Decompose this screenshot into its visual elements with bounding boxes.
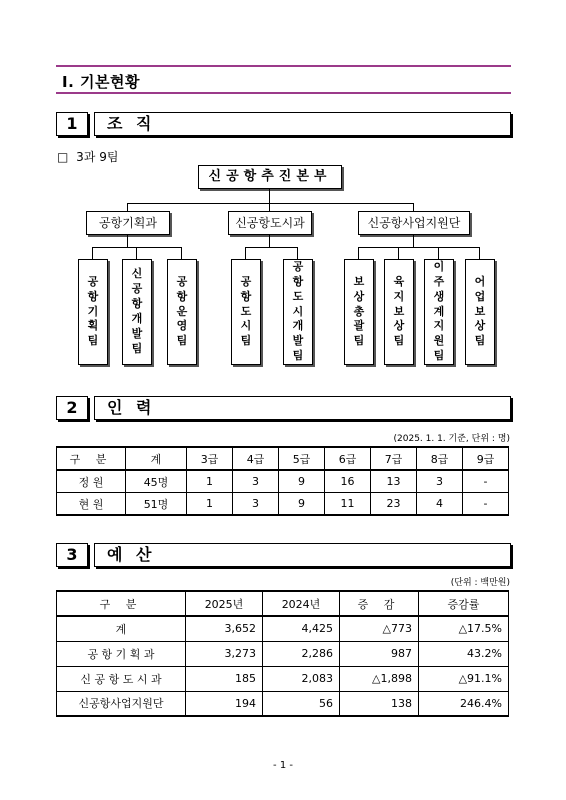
table-header-cell: 8급 [417, 447, 463, 470]
org-connector [413, 235, 414, 247]
table-cell: 13 [371, 470, 417, 493]
org-connector [136, 247, 137, 259]
org-dept-label: 신공항도시과 [235, 216, 305, 230]
page-number: - 1 - [273, 760, 293, 771]
org-team-label: 육 지 보 상 팀 [393, 274, 405, 348]
table-cell: 1 [187, 470, 233, 493]
org-connector [245, 247, 246, 259]
table-row [57, 616, 509, 641]
table-cell: 9 [279, 470, 325, 493]
org-connector [413, 203, 414, 211]
table-row [57, 641, 509, 666]
org-dept-label: 신공항사업지원단 [367, 216, 461, 230]
org-dept-planning [86, 211, 170, 235]
staff-table [56, 446, 509, 516]
table-header-cell: 7급 [371, 447, 417, 470]
table-cell: 9 [279, 493, 325, 516]
table-header-cell: 구 분 [57, 591, 186, 616]
org-connector [358, 247, 359, 259]
budget-table [56, 590, 509, 717]
table-row [57, 691, 509, 716]
table-cell: 194 [186, 691, 263, 716]
table-cell: 신 공 항 도 시 과 [57, 666, 186, 691]
table-cell: 246.4% [419, 691, 509, 716]
table-cell: 185 [186, 666, 263, 691]
table-header-cell: 증감률 [419, 591, 509, 616]
table-cell: 987 [340, 641, 419, 666]
table-cell: 43.2% [419, 641, 509, 666]
table-cell: 3,273 [186, 641, 263, 666]
org-dept-city [228, 211, 312, 235]
table-cell: 23 [371, 493, 417, 516]
org-team-label: 신 공 항 개 발 팀 [131, 267, 143, 355]
table-cell: 45명 [126, 470, 187, 493]
chapter-bottom-rule [56, 92, 511, 94]
org-team-box [167, 259, 197, 365]
table-header-cell: 증 감 [340, 591, 419, 616]
table-header-cell: 9급 [463, 447, 509, 470]
table-row [57, 493, 509, 516]
org-team-box [231, 259, 261, 365]
org-team-label: 보 상 총 괄 팀 [353, 274, 365, 348]
table-cell: 51명 [126, 493, 187, 516]
org-team-label: 공 항 도 시 팀 [240, 274, 252, 348]
org-connector [438, 247, 439, 259]
table-cell: △17.5% [419, 616, 509, 641]
section1-title: 조 직 [94, 112, 511, 136]
table-cell: 정 원 [57, 470, 126, 493]
org-team-box [283, 259, 313, 365]
org-top-box [198, 165, 342, 189]
table-header-cell: 6급 [325, 447, 371, 470]
section1-summary-text: 3과 9팀 [76, 150, 119, 164]
table-header-cell: 5급 [279, 447, 325, 470]
table-cell: 16 [325, 470, 371, 493]
section3-number: 3 [56, 543, 88, 567]
org-team-label: 공 항 도 시 개 발 팀 [292, 260, 304, 363]
checkbox-square-icon: □ [57, 150, 69, 164]
org-connector [269, 235, 270, 247]
table-header-cell: 4급 [233, 447, 279, 470]
org-connector [358, 247, 479, 248]
org-connector [479, 247, 480, 259]
table-cell: 2,083 [263, 666, 340, 691]
org-connector [92, 247, 93, 259]
table-cell: 3 [233, 493, 279, 516]
org-team-label: 공 항 기 획 팀 [87, 274, 99, 348]
table-cell: 공 항 기 획 과 [57, 641, 186, 666]
table-cell: 3 [233, 470, 279, 493]
org-team-box [424, 259, 454, 365]
table-cell: 11 [325, 493, 371, 516]
table-cell: △1,898 [340, 666, 419, 691]
table-cell: 1 [187, 493, 233, 516]
table-cell: 4 [417, 493, 463, 516]
org-team-box [344, 259, 374, 365]
org-dept-label: 공항기획과 [99, 216, 157, 230]
org-team-box [122, 259, 152, 365]
org-top-label: 신공항추진본부 [208, 169, 332, 184]
table-header-cell: 3급 [187, 447, 233, 470]
org-dept-support [358, 211, 470, 235]
section2-note: (2025. 1. 1. 기준, 단위 : 명) [393, 434, 510, 444]
table-cell: △91.1% [419, 666, 509, 691]
table-cell: 2,286 [263, 641, 340, 666]
org-team-label: 공 항 운 영 팀 [176, 274, 188, 348]
section2-title: 인 력 [94, 396, 511, 420]
table-cell: 56 [263, 691, 340, 716]
section2-number: 2 [56, 396, 88, 420]
table-cell: 3,652 [186, 616, 263, 641]
section3-note: (단위 : 백만원) [450, 578, 510, 588]
org-team-box [465, 259, 495, 365]
table-header-cell: 계 [126, 447, 187, 470]
table-cell: 138 [340, 691, 419, 716]
table-row [57, 666, 509, 691]
table-header-cell: 2024년 [263, 591, 340, 616]
chapter-top-rule [56, 65, 511, 67]
org-team-label: 이 주 생 계 지 원 팀 [433, 260, 445, 363]
table-header-row [57, 591, 509, 616]
org-connector [127, 203, 128, 211]
org-connector [245, 247, 297, 248]
table-cell: 3 [417, 470, 463, 493]
table-row [57, 470, 509, 493]
org-team-box [78, 259, 108, 365]
section3-title: 예 산 [94, 543, 511, 567]
org-team-label: 어 업 보 상 팀 [474, 274, 486, 348]
table-cell: 현 원 [57, 493, 126, 516]
section1-summary [57, 148, 118, 165]
table-cell: △773 [340, 616, 419, 641]
section1-number: 1 [56, 112, 88, 136]
org-connector [181, 247, 182, 259]
table-cell: 4,425 [263, 616, 340, 641]
org-connector [398, 247, 399, 259]
org-connector [297, 247, 298, 259]
org-team-box [384, 259, 414, 365]
table-header-cell: 구 분 [57, 447, 126, 470]
table-header-row [57, 447, 509, 470]
org-connector [269, 189, 270, 203]
table-header-cell: 2025년 [186, 591, 263, 616]
chapter-title: Ⅰ. 기본현황 [62, 73, 140, 91]
table-cell: 신공항사업지원단 [57, 691, 186, 716]
org-connector [269, 203, 270, 211]
table-cell: 계 [57, 616, 186, 641]
org-connector [127, 235, 128, 247]
table-cell: - [463, 493, 509, 516]
table-cell: - [463, 470, 509, 493]
org-connector [127, 203, 413, 204]
